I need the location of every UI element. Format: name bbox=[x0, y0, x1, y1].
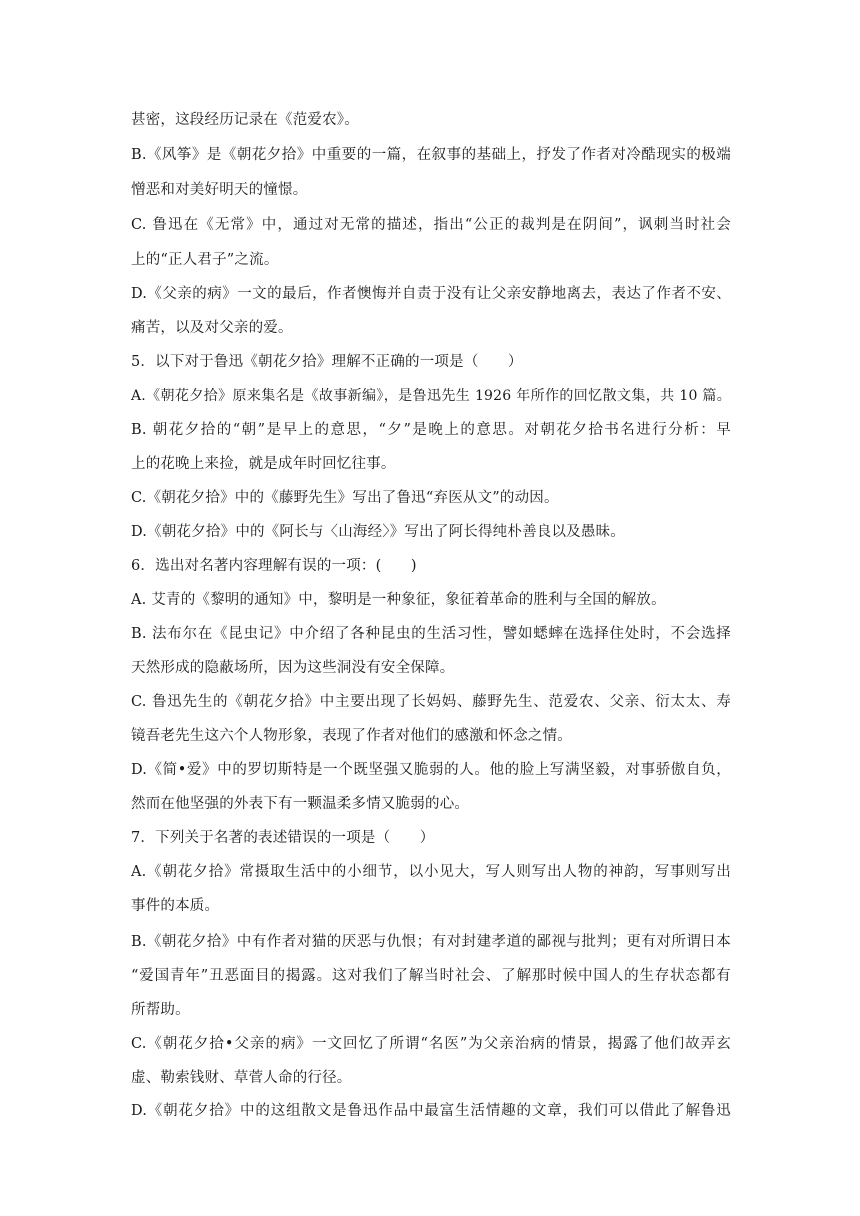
text-line: 憎恶和对美好明天的憧憬。 bbox=[131, 182, 308, 198]
text-line: B. 朝花夕拾的“朝”是早上的意思，“夕”是晚上的意思。对朝花夕拾书名进行分析：早 bbox=[131, 422, 731, 438]
question-5-stem: 5．以下对于鲁迅《朝花夕拾》理解不正确的一项是（ ） bbox=[131, 354, 523, 370]
text-line: 镜吾老先生这六个人物形象，表现了作者对他们的感激和怀念之情。 bbox=[131, 728, 572, 744]
text-line: B.《朝花夕拾》中有作者对猫的厌恶与仇恨；有对封建孝道的鄙视与批判；更有对所谓日本 bbox=[131, 934, 731, 950]
text-line: C. 鲁迅在《无常》中，通过对无常的描述，指出“公正的裁判是在阴间”，讽刺当时社会 bbox=[131, 217, 731, 233]
text-line: B.《风筝》是《朝花夕拾》中重要的一篇，在叙事的基础上，抒发了作者对冷酷现实的极端 bbox=[131, 147, 731, 163]
text-line: A.《朝花夕拾》原来集名是《故事新编》，是鲁迅先生 1926 年所作的回忆散文集，共 10 篇。 bbox=[131, 388, 731, 404]
text-line: A. 艾青的《黎明的通知》中，黎明是一种象征，象征着革命的胜利与全国的解放。 bbox=[131, 592, 666, 608]
text-line: C.《朝花夕拾•父亲的病》一文回忆了所谓“名医”为父亲治病的情景，揭露了他们故弄玄 bbox=[131, 1036, 731, 1052]
text-line: C.《朝花夕拾》中的《藤野先生》写出了鲁迅“弃医从文”的动因。 bbox=[131, 490, 559, 506]
text-line: 上的花晚上来捡，就是成年时回忆往事。 bbox=[131, 456, 396, 472]
text-line: D.《简•爱》中的罗切斯特是一个既坚强又脆弱的人。他的脸上写满坚毅，对事骄傲自负， bbox=[131, 762, 731, 778]
text-line: D.《朝花夕拾》中的这组散文是鲁迅作品中最富生活情趣的文章，我们可以借此了解鲁迅 bbox=[131, 1103, 731, 1119]
text-line: “爱国青年”丑恶面目的揭露。这对我们了解当时社会、了解那时候中国人的生存状态都有 bbox=[131, 968, 731, 984]
text-line: 然而在他坚强的外表下有一颗温柔多情又脆弱的心。 bbox=[131, 796, 470, 812]
text-line: B. 法布尔在《昆虫记》中介绍了各种昆虫的生活习性，譬如蟋蟀在选择住处时，不会选择 bbox=[131, 626, 731, 642]
text-line: 痛苦，以及对父亲的爱。 bbox=[131, 320, 293, 336]
text-line: C. 鲁迅先生的《朝花夕拾》中主要出现了长妈妈、藤野先生、范爱农、父亲、衍太太、寿 bbox=[131, 694, 731, 710]
text-line: 甚密，这段经历记录在《范爱农》。 bbox=[131, 112, 359, 128]
text-line: D.《朝花夕拾》中的《阿长与〈山海经〉》写出了阿长得纯朴善良以及愚昧。 bbox=[131, 524, 625, 540]
text-line: 天然形成的隐蔽场所，因为这些洞没有安全保障。 bbox=[131, 660, 455, 676]
text-line: 虚、勒索钱财、草菅人命的行径。 bbox=[131, 1070, 352, 1086]
text-line: A.《朝花夕拾》常摄取生活中的小细节，以小见大，写人则写出人物的神韵，写事则写出 bbox=[131, 864, 731, 880]
text-line: D.《父亲的病》一文的最后，作者懊悔并自责于没有让父亲安静地离去，表达了作者不安、 bbox=[131, 286, 731, 302]
question-7-stem: 7．下列关于名著的表述错误的一项是（ ） bbox=[131, 830, 435, 846]
text-line: 所帮助。 bbox=[131, 1002, 190, 1018]
text-line: 上的“正人君子”之流。 bbox=[131, 252, 279, 268]
question-6-stem: 6．选出对名著内容理解有误的一项：( ) bbox=[131, 558, 417, 574]
text-line: 事件的本质。 bbox=[131, 898, 220, 914]
